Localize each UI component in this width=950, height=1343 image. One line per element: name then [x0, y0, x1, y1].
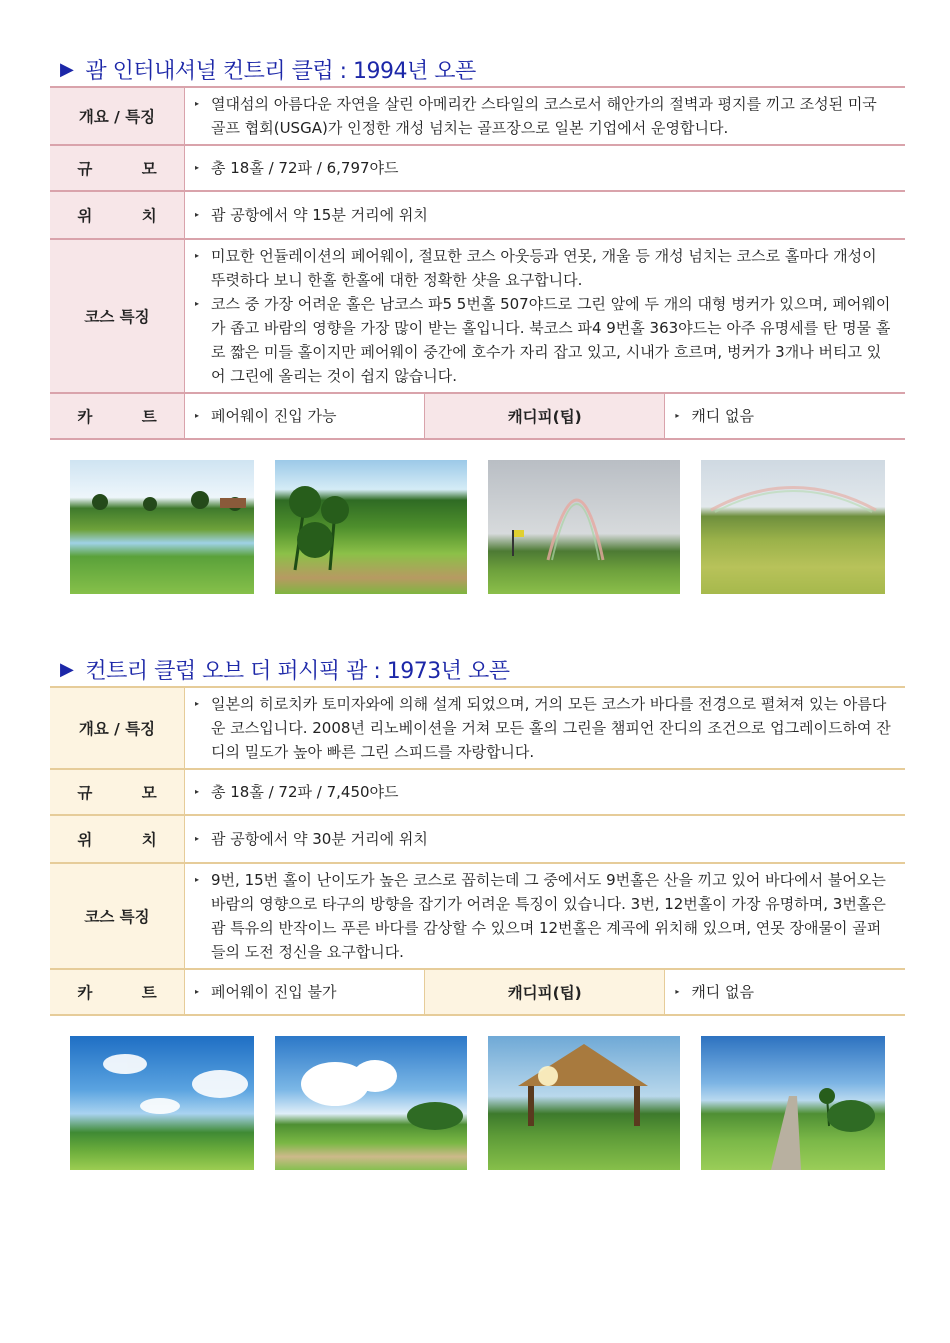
row-overview — [50, 687, 905, 769]
course-text-2: 코스 중 가장 어려운 홀은 남코스 파5 5번홀 507야드로 그린 앞에 두 개의 대형 벙커가 있으며, 페어웨이가 좁고 바람의 영향을 가장 많이 받는 홀입니다. 북코스 파4 9번홀 363야드는 아주 유명세를 탄 명물 홀로 짧은 미들 홀이지만 페어웨이 중간에 호수가 자리 잡고 있고, 시내가 흐르며, 벙커가 3개나 버티고 있어 그린에 올리는 것이 쉽지 않습니다. — [211, 295, 891, 385]
row-cart — [50, 393, 905, 439]
golf-photo-palms — [275, 460, 467, 594]
bullet-icon: ▸ — [195, 411, 200, 420]
overview-text: 일본의 히로치카 토미자와에 의해 설계 되었으며, 거의 모든 코스가 바다를 전경으로 펼쳐져 있는 아름다운 코스입니다. 2008년 리노베이션을 거쳐 모든 홀의 그린을 챔피언 잔디의 조건으로 업그레이드하여 잔디의 밀도가 높아 빠른 그린 스피드를 자랑합니다. — [211, 695, 891, 761]
section-title-text: 컨트리 클럽 오브 더 퍼시픽 괌 : 1973년 오픈 — [85, 658, 510, 684]
section-title — [50, 652, 905, 686]
course-section-1 — [50, 52, 905, 594]
golf-photo-hut — [488, 1036, 680, 1170]
label-scale: 규 모 — [77, 160, 179, 178]
label-cart: 카 트 — [77, 408, 179, 426]
row-course — [50, 863, 905, 969]
bullet-icon: ▸ — [195, 987, 200, 996]
label-overview: 개요 / 특징 — [50, 87, 185, 145]
label-course: 코스 특징 — [50, 239, 185, 393]
row-location — [50, 191, 905, 239]
bullet-icon: ▸ — [195, 299, 200, 308]
scale-text: 총 18홀 / 72파 / 6,797야드 — [211, 159, 399, 177]
golf-photo-sky-hill — [70, 1036, 254, 1170]
location-text: 괌 공항에서 약 15분 거리에 위치 — [211, 206, 428, 224]
cart-text: 페어웨이 진입 가능 — [211, 407, 337, 425]
row-scale — [50, 145, 905, 191]
golf-photo-bunker — [275, 1036, 467, 1170]
caddie-text: 캐디 없음 — [691, 407, 755, 425]
label-course: 코스 특징 — [50, 863, 185, 969]
section-title-text: 괌 인터내셔널 컨트리 클럽 : 1994년 오픈 — [85, 58, 476, 84]
bullet-icon: ▸ — [195, 163, 200, 172]
overview-text: 열대섬의 아름다운 자연을 살린 아메리칸 스타일의 코스로서 해안가의 절벽과 평지를 끼고 조성된 미국 골프 협회(USGA)가 인정한 개성 넘치는 골프장으로 일본 기업에서 운영합니다. — [211, 95, 877, 137]
photo-strip — [50, 1036, 905, 1170]
bullet-icon: ▸ — [675, 987, 680, 996]
course-text: 9번, 15번 홀이 난이도가 높은 코스로 꼽히는데 그 중에서도 9번홀은 산을 끼고 있어 바다에서 불어오는 바람의 영향으로 타구의 방향을 잡기가 어려운 특징이 있습니다. 3번, 12번홀이 가장 유명하며, 3번홀은 괌 특유의 반작이느 푸른 바다를 감상할 수 있으며 12번홀은 계곡에 위치해 있으며, 연못 장애물이 골퍼들의 도전 정신을 요구합니다. — [211, 871, 886, 961]
row-location — [50, 815, 905, 863]
label-caddie: 캐디피(팁) — [425, 393, 665, 439]
label-location: 위 치 — [77, 831, 179, 849]
row-cart — [50, 969, 905, 1015]
golf-photo-rainbow — [488, 460, 680, 594]
bullet-icon: ▸ — [195, 251, 200, 260]
info-table — [50, 686, 905, 1016]
caddie-text: 캐디 없음 — [691, 983, 755, 1001]
bullet-icon: ▸ — [195, 875, 200, 884]
scale-text: 총 18홀 / 72파 / 7,450야드 — [211, 783, 399, 801]
cart-text: 페어웨이 진입 불가 — [211, 983, 337, 1001]
location-text: 괌 공항에서 약 30분 거리에 위치 — [211, 830, 428, 848]
golf-photo-lake — [70, 460, 254, 594]
course-text-1: 미묘한 언듈레이션의 페어웨이, 절묘한 코스 아웃등과 연못, 개울 등 개성 넘치는 코스로 홀마다 개성이 뚜렷하다 보니 한홀 한홀에 대한 정확한 샷을 요구합니다. — [211, 247, 877, 289]
bullet-icon: ▸ — [195, 787, 200, 796]
golf-photo-cart-path — [701, 1036, 885, 1170]
label-caddie: 캐디피(팁) — [425, 969, 665, 1015]
bullet-icon: ▸ — [195, 99, 200, 108]
photo-strip — [50, 460, 905, 594]
row-course — [50, 239, 905, 393]
triangle-bullet-icon: ▶ — [60, 58, 74, 80]
course-section-2 — [50, 652, 905, 1170]
label-cart: 카 트 — [77, 984, 179, 1002]
row-overview — [50, 87, 905, 145]
label-scale: 규 모 — [77, 784, 179, 802]
bullet-icon: ▸ — [195, 834, 200, 843]
bullet-icon: ▸ — [195, 210, 200, 219]
bullet-icon: ▸ — [195, 699, 200, 708]
label-overview: 개요 / 특징 — [50, 687, 185, 769]
bullet-icon: ▸ — [675, 411, 680, 420]
triangle-bullet-icon: ▶ — [60, 658, 74, 680]
label-location: 위 치 — [77, 207, 179, 225]
section-title — [50, 52, 905, 86]
info-table — [50, 86, 905, 440]
golf-photo-fairway — [701, 460, 885, 594]
row-scale — [50, 769, 905, 815]
